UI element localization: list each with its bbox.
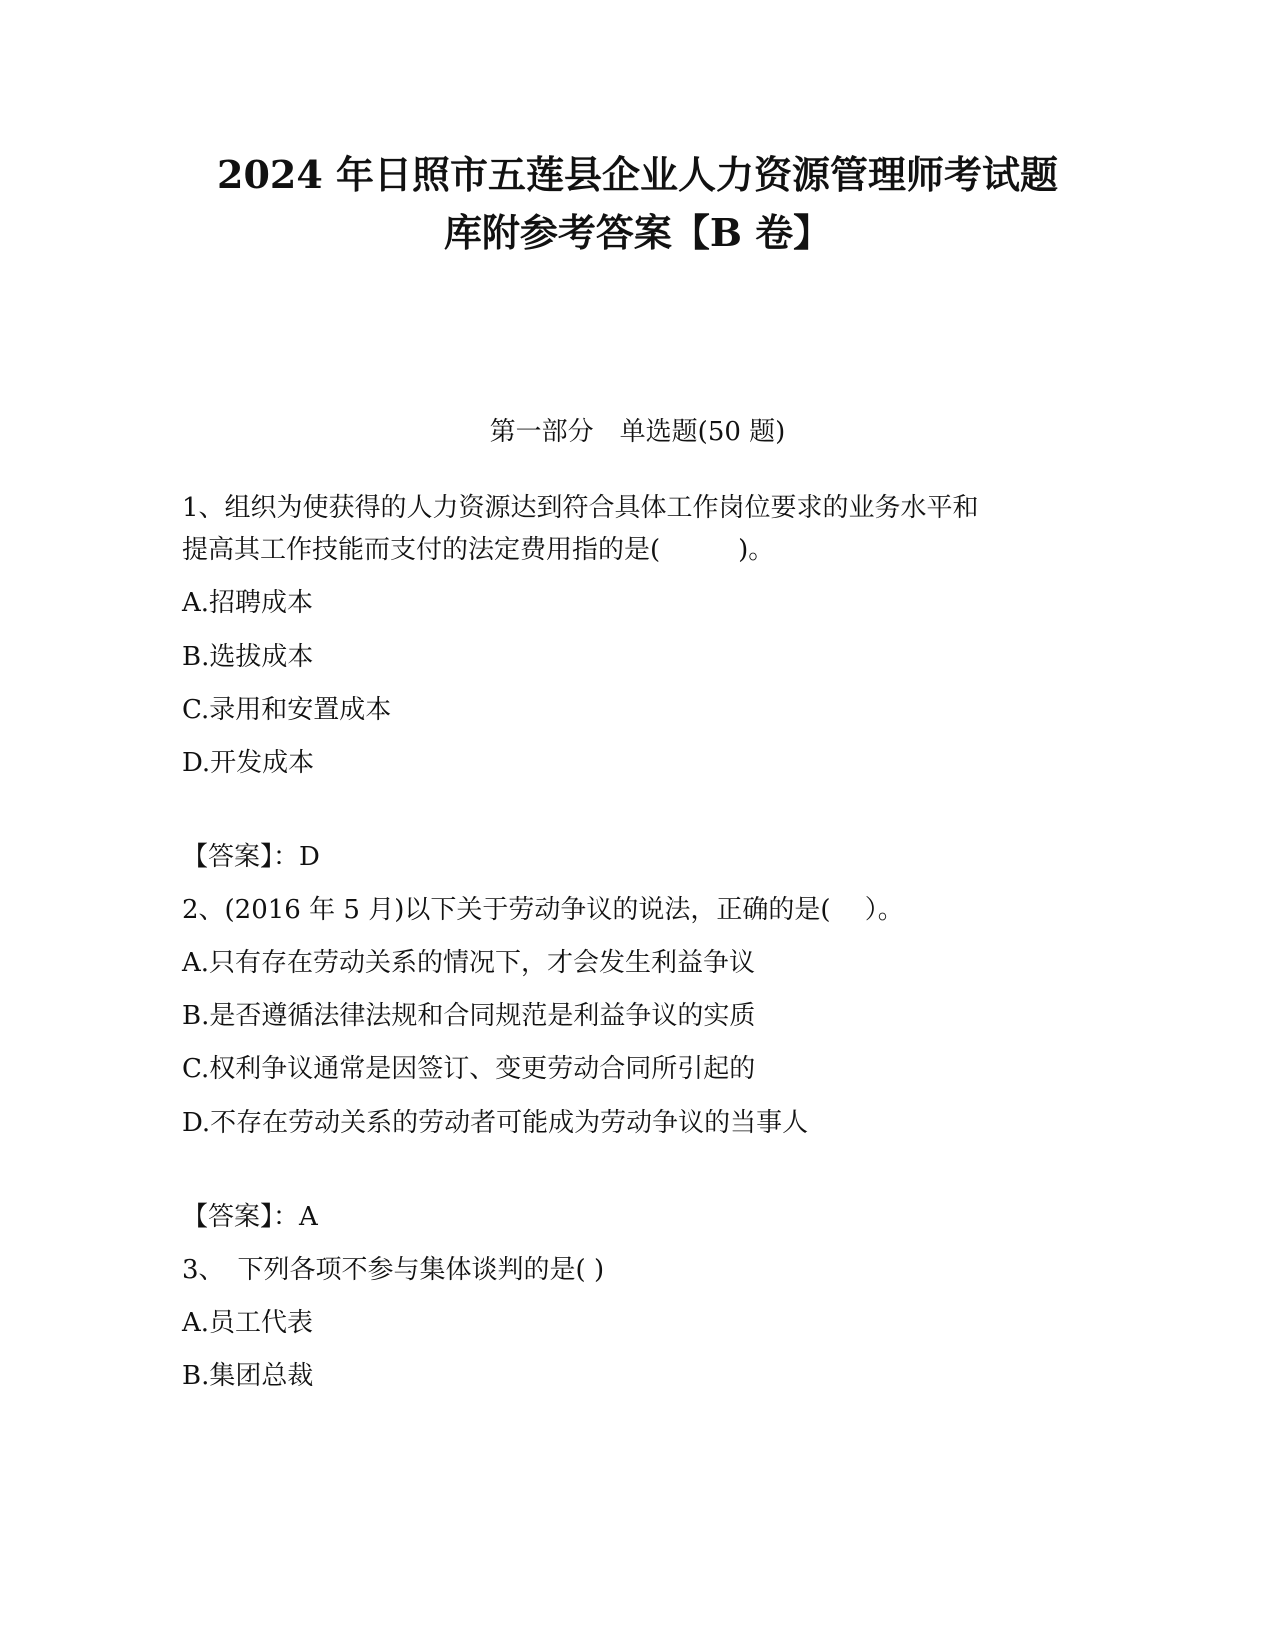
question-2-option-a: A.只有存在劳动关系的情况下，才会发生利益争议 [182, 948, 756, 978]
question-1-stem-line-2: 提高其工作技能而支付的法定费用指的是( )。 [182, 535, 775, 565]
question-3-stem-line-1: 3、 下列各项不参与集体谈判的是( ) [182, 1255, 605, 1285]
question-1-option-b: B.选拔成本 [182, 642, 314, 672]
question-2-answer: 【答案】：A [182, 1202, 318, 1232]
question-2-option-c: C.权利争议通常是因签订、变更劳动合同所引起的 [182, 1054, 756, 1084]
question-1-answer: 【答案】：D [182, 842, 320, 872]
question-1-option-d: D.开发成本 [182, 748, 315, 778]
question-1-option-c: C.录用和安置成本 [182, 695, 392, 725]
question-1-stem-line-1: 1、组织为使获得的人力资源达到符合具体工作岗位要求的业务水平和 [182, 493, 979, 523]
title-line-2: 库附参考答案【B 卷】 [443, 210, 832, 255]
document-title [150, 146, 1125, 262]
section-heading: 第一部分 单选题(50 题) [489, 417, 786, 447]
question-3-option-a: A.员工代表 [182, 1308, 314, 1338]
title-line-1: 2024 年日照市五莲县企业人力资源管理师考试题 [217, 152, 1058, 197]
question-2-option-d: D.不存在劳动关系的劳动者可能成为劳动争议的当事人 [182, 1108, 809, 1138]
question-2-stem-line-1: 2、(2016 年 5 月)以下关于劳动争议的说法，正确的是( ）。 [182, 895, 904, 925]
question-2-option-b: B.是否遵循法律法规和合同规范是利益争议的实质 [182, 1001, 756, 1031]
question-3-option-b: B.集团总裁 [182, 1361, 314, 1391]
question-1-option-a: A.招聘成本 [182, 588, 314, 618]
